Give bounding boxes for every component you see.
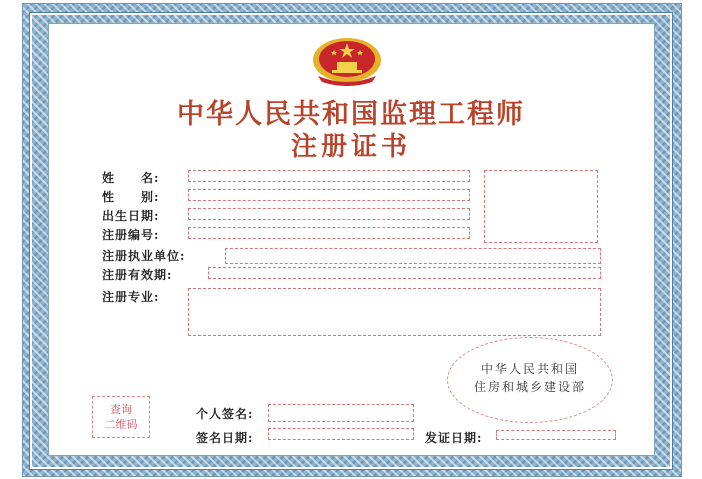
- qr-code-box: [92, 396, 150, 438]
- personal-signature-field: [268, 404, 414, 422]
- name-label: 姓 名:: [102, 171, 160, 185]
- gender-field: [188, 189, 470, 201]
- validity-field: [208, 267, 601, 279]
- photo-box: [484, 170, 598, 243]
- birth-date-field: [188, 208, 470, 220]
- seal-line-1: 中华人民共和国: [480, 362, 579, 376]
- name-field: [188, 170, 470, 182]
- signature-date-field: [268, 428, 414, 440]
- birth-date-label: 出生日期:: [102, 209, 160, 223]
- qr-line-2: 二维码: [104, 418, 138, 431]
- certificate-title: 中华人民共和国监理工程师: [177, 99, 525, 130]
- specialty-label: 注册专业:: [102, 290, 160, 304]
- practice-unit-label: 注册执业单位:: [102, 249, 186, 263]
- practice-unit-field: [225, 248, 601, 264]
- issue-date-label: 发证日期:: [425, 431, 483, 445]
- reg-number-label: 注册编号:: [102, 228, 160, 242]
- specialty-field: [188, 288, 601, 336]
- issue-date-field: [496, 430, 616, 440]
- issuer-seal: [447, 337, 613, 423]
- seal-line-2: 住房和城乡建设部: [473, 380, 586, 394]
- personal-signature-label: 个人签名:: [196, 407, 254, 421]
- gender-label: 性 别:: [102, 190, 160, 204]
- qr-line-1: 查询: [110, 403, 132, 416]
- signature-date-label: 签名日期:: [196, 431, 254, 445]
- validity-label: 注册有效期:: [102, 268, 173, 282]
- national-emblem-icon: [310, 36, 384, 86]
- certificate-subtitle: 注册证书: [290, 132, 411, 162]
- reg-number-field: [188, 227, 470, 239]
